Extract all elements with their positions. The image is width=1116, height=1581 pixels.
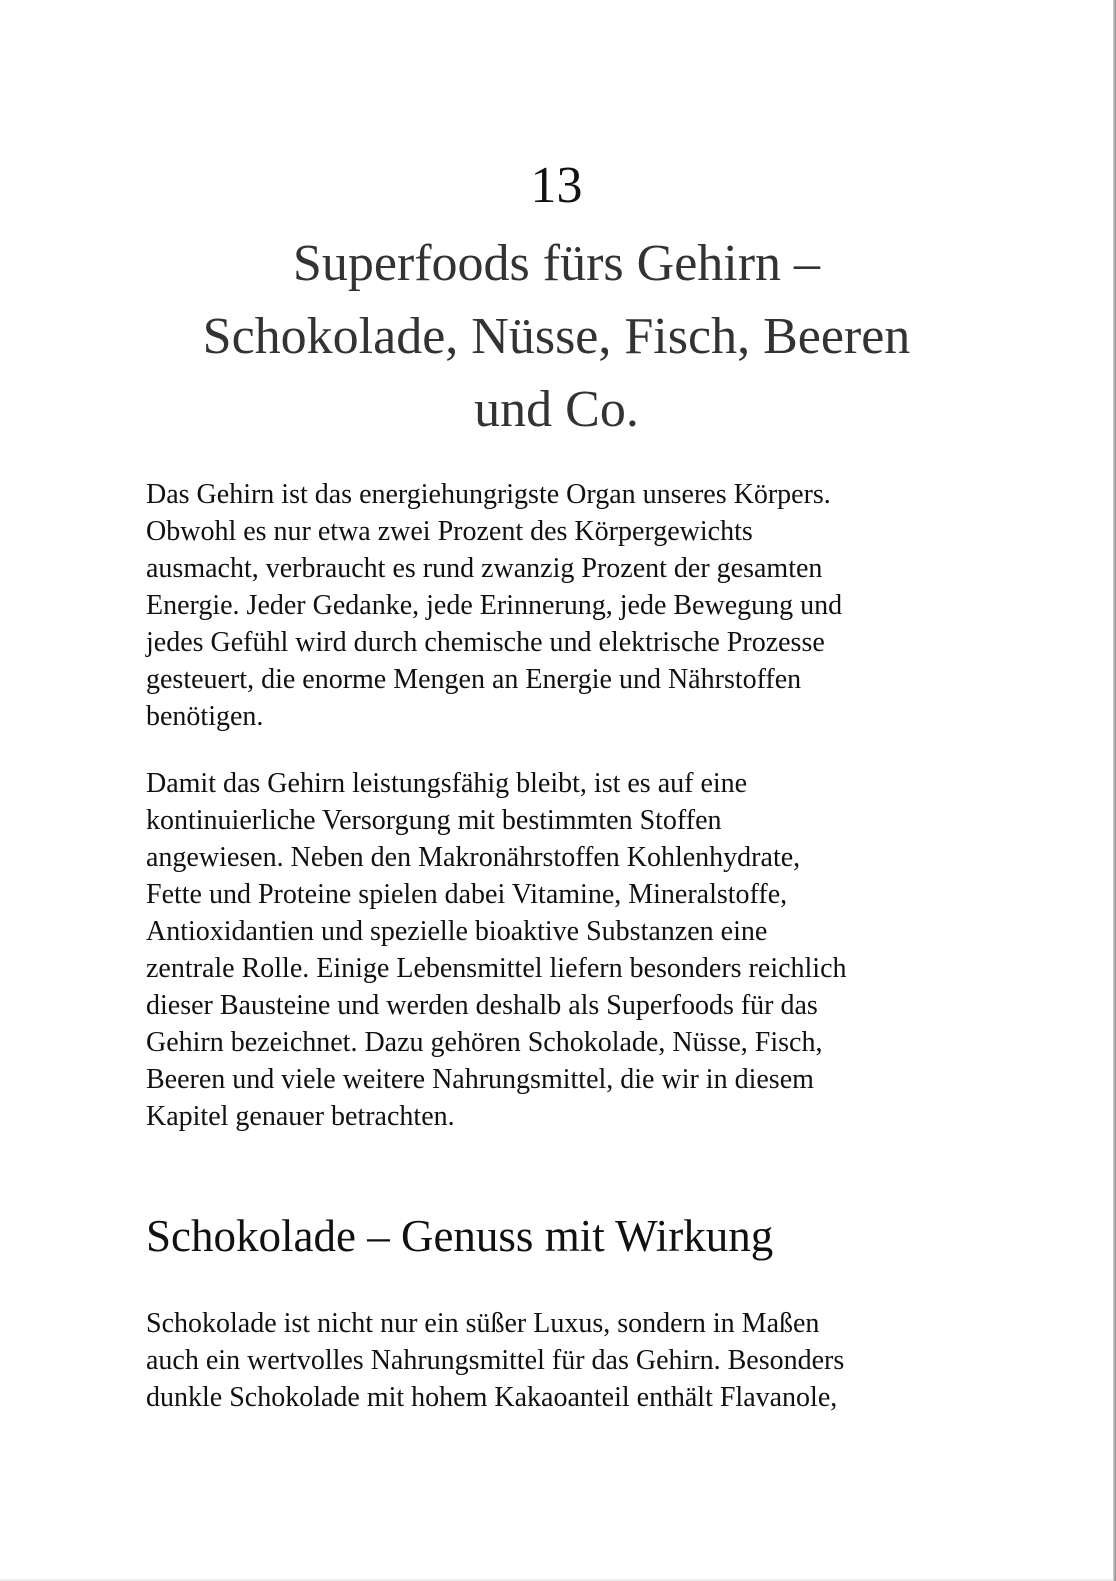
text-line: dunkle Schokolade mit hohem Kakaoanteil enthält Flavanole, — [146, 1382, 838, 1413]
intro-paragraph-1 — [146, 476, 966, 735]
text-line: Beeren und viele weitere Nahrungsmittel, die wir in diesem — [146, 1064, 814, 1095]
text-line: Obwohl es nur etwa zwei Prozent des Körpergewichts — [146, 516, 753, 547]
text-line: angewiesen. Neben den Makronährstoffen Kohlenhydrate, — [146, 842, 801, 873]
text-line: Damit das Gehirn leistungsfähig bleibt, ist es auf eine — [146, 768, 748, 799]
text-line: gesteuert, die enorme Mengen an Energie und Nährstoffen — [146, 664, 802, 695]
text-line: kontinuierliche Versorgung mit bestimmten Stoffen — [146, 805, 722, 836]
section-paragraph — [146, 1305, 966, 1416]
text-line: Das Gehirn ist das energiehungrigste Organ unseres Körpers. — [146, 479, 831, 510]
text-line: benötigen. — [146, 701, 264, 732]
intro-paragraph-2 — [146, 765, 966, 1135]
chapter-title-line: Schokolade, Nüsse, Fisch, Beeren — [202, 308, 911, 365]
text-line: auch ein wertvolles Nahrungsmittel für das Gehirn. Besonders — [146, 1345, 845, 1376]
text-line: ausmacht, verbraucht es rund zwanzig Prozent der gesamten — [146, 553, 823, 584]
text-line: Energie. Jeder Gedanke, jede Erinnerung, jede Bewegung und — [146, 590, 843, 621]
text-line: jedes Gefühl wird durch chemische und elektrische Prozesse — [146, 627, 825, 658]
text-line: Kapitel genauer betrachten. — [146, 1101, 455, 1132]
section-heading: Schokolade – Genuss mit Wirkung — [146, 1211, 774, 1261]
text-line: Fette und Proteine spielen dabei Vitamine, Mineralstoffe, — [146, 879, 788, 910]
chapter-number: 13 — [530, 157, 583, 214]
text-line: Gehirn bezeichnet. Dazu gehören Schokolade, Nüsse, Fisch, — [146, 1027, 823, 1058]
text-line: dieser Bausteine und werden deshalb als Superfoods für das — [146, 990, 818, 1021]
text-line: Antioxidantien und spezielle bioaktive Substanzen eine — [146, 916, 768, 947]
chapter-title-line: Superfoods fürs Gehirn – — [292, 235, 821, 292]
text-line: Schokolade ist nicht nur ein süßer Luxus, sondern in Maßen — [146, 1308, 820, 1339]
chapter-title-line: und Co. — [474, 381, 639, 438]
chapter-title — [120, 227, 993, 446]
text-line: zentrale Rolle. Einige Lebensmittel liefern besonders reichlich — [146, 953, 847, 984]
